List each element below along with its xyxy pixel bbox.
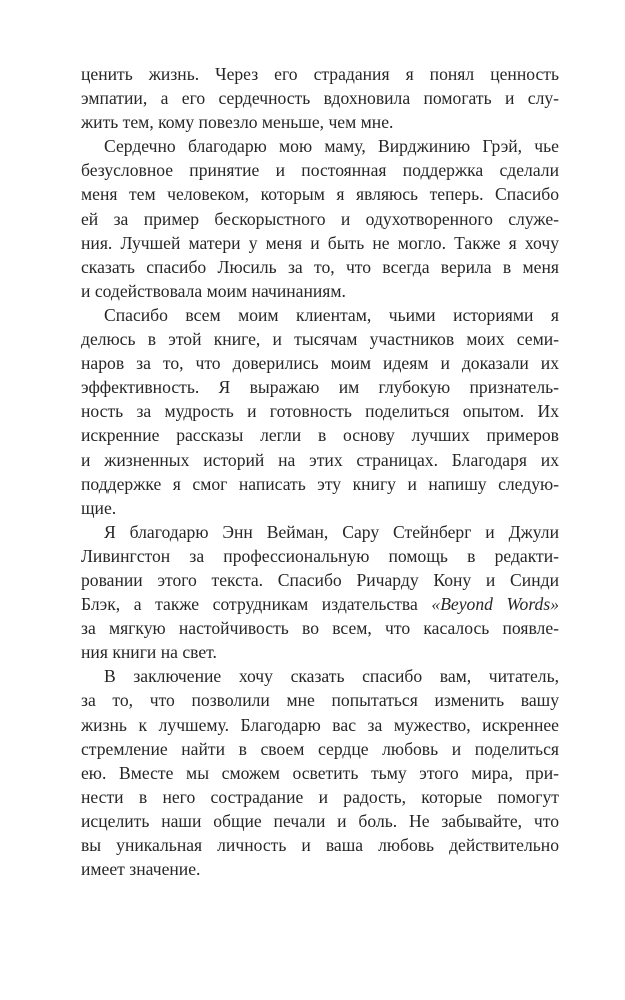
text-line: жизнь к лучшему. Благодарю вас за мужество, искреннее — [81, 714, 559, 735]
text-line: вы уникальная личность и ваша любовь действительно — [81, 835, 559, 855]
text-line: Я благодарю Энн Вейман, Сару Стейнберг и Джули — [104, 521, 559, 542]
text-line: поддержке я смог написать эту книгу и напишу следую- — [81, 473, 559, 494]
text-line: Сердечно благодарю мою маму, Вирджинию Грэй, чье — [104, 136, 559, 157]
text-line: эффективность. Я выражаю им глубокую признатель- — [81, 377, 559, 398]
publisher-name: «Beyond Words» — [431, 594, 559, 615]
paragraph — [81, 62, 559, 134]
text-line: стремление найти в своем сердце любовь и поделиться — [81, 738, 559, 759]
text-line: наров за то, что доверились моим идеям и доказали их — [81, 353, 559, 374]
text-line: безусловное принятие и постоянная поддержка сделали — [81, 160, 559, 181]
paragraph — [81, 134, 559, 303]
text-line: ния книги на свет. — [81, 642, 217, 663]
text-line: нести в него сострадание и радость, которые помогут — [81, 786, 559, 807]
paragraph — [81, 303, 559, 520]
text-line: меня тем человеком, которым я являюсь теперь. Спасибо — [81, 184, 559, 205]
text-line: жить тем, кому повезло меньше, чем мне. — [81, 112, 394, 133]
paragraph — [81, 520, 559, 665]
text-line: исцелить наши общие печали и боль. Не забывайте, что — [81, 810, 559, 831]
text-line: за то, что позволили мне попытаться изменить вашу — [81, 690, 559, 711]
paragraph — [81, 664, 559, 881]
text-line: эмпатии, а его сердечность вдохновила помогать и слу- — [81, 88, 559, 109]
text-line: ценить жизнь. Через его страдания я понял ценность — [81, 64, 559, 84]
book-page-text — [81, 62, 559, 881]
text-line: ровании этого текста. Спасибо Ричарду Кону и Синди — [81, 569, 559, 590]
text-line: искренние рассказы легли в основу лучших примеров — [81, 425, 559, 446]
text-line: сказать спасибо Люсиль за то, что всегда верила в меня — [81, 256, 559, 277]
text-line — [81, 592, 559, 616]
text-line: ность за мудрость и готовность поделиться опытом. Их — [81, 401, 559, 422]
text-line: и содействовала моим начинаниям. — [81, 280, 346, 301]
text-line: ния. Лучшей матери у меня и быть не могло. Также я хочу — [81, 232, 559, 253]
text-line: имеет значение. — [81, 859, 201, 880]
text-line: Ливингстон за профессиональную помощь в редакти- — [81, 545, 559, 566]
text-line: ей за пример бескорыстного и одухотворенного служе- — [81, 208, 559, 229]
text-line: и жизненных историй на этих страницах. Благодаря их — [81, 449, 559, 470]
text-line: ею. Вместе мы сможем осветить тьму этого мира, при- — [81, 762, 559, 783]
text-line: щие. — [81, 497, 117, 518]
text-segment: Блэк, а также сотрудникам издательства — [81, 594, 432, 615]
text-line: В заключение хочу сказать спасибо вам, читатель, — [104, 666, 559, 687]
text-line: Спасибо всем моим клиентам, чьими историями я — [104, 304, 559, 325]
text-line: делюсь в этой книге, и тысячам участников моих семи- — [81, 329, 559, 350]
text-line: за мягкую настойчивость во всем, что касалось появле- — [81, 618, 559, 639]
